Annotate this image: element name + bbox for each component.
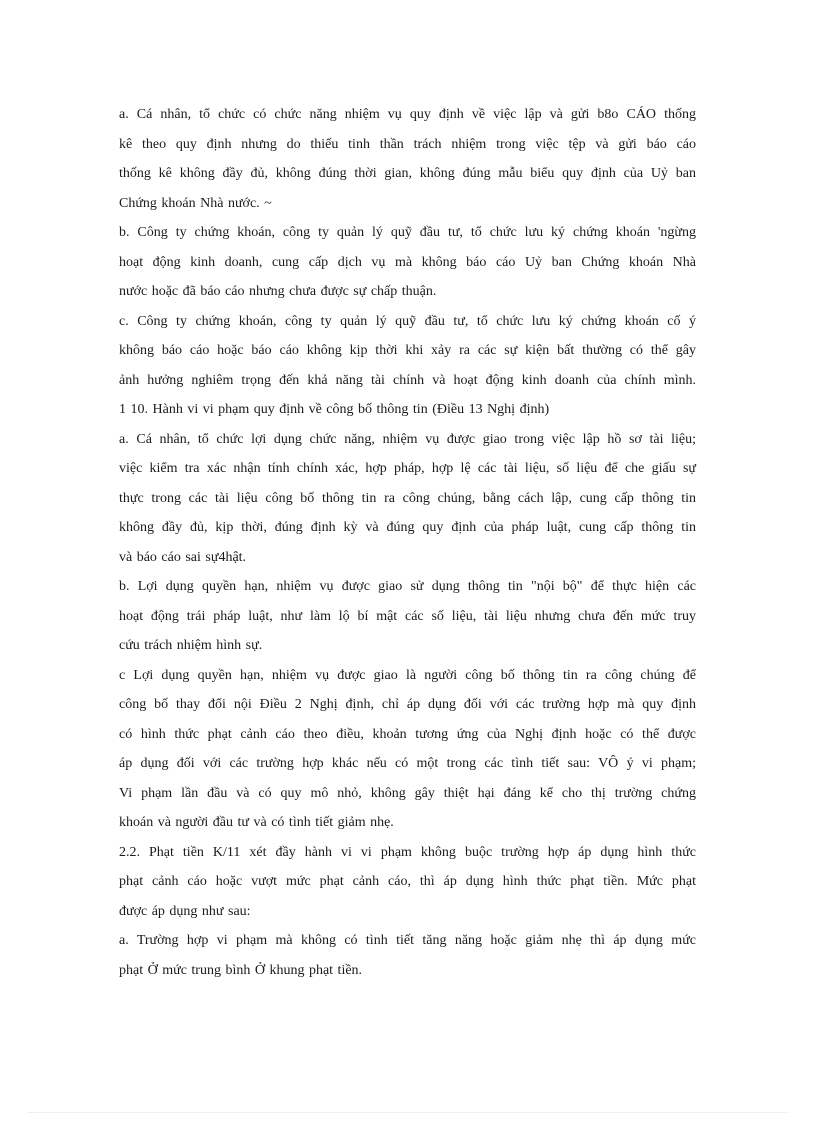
text-line: nước hoặc đã báo cáo nhưng chưa được sự chấp thuận. [119, 284, 437, 299]
text-line: c Lợi dụng quyền hạn, nhiệm vụ được giao là người công bố thông tin ra công chúng để [119, 667, 696, 683]
section-heading: 1 10. Hành vi vi phạm quy định về công bố thông tin (Điều 13 Nghị định) [119, 402, 550, 417]
text-line: a. Trường hợp vi phạm mà không có tình tiết tăng năng hoặc giảm nhẹ thì áp dụng mức [119, 933, 696, 948]
text-line: a. Cá nhân, tổ chức lợi dụng chức năng, nhiệm vụ được giao trong việc lập hồ sơ tài liệu; [119, 431, 696, 447]
text-line: thống kê không đầy đủ, không đúng thời gian, không đúng mẫu biểu quy định của Uỷ ban [119, 166, 696, 181]
text-line: khoán và người đầu tư và có tình tiết giảm nhẹ. [119, 815, 394, 830]
text-line: Vi phạm lần đầu và có quy mô nhỏ, không gây thiệt hại đáng kể cho thị trường chứng [119, 785, 696, 801]
body-text [119, 100, 696, 985]
text-line: kê theo quy định nhưng do thiếu tinh thần trách nhiệm trong việc tệp và gửi báo cáo [119, 136, 696, 152]
text-line: b. Lợi dụng quyền hạn, nhiệm vụ được giao sử dụng thông tin "nội bộ" để thực hiện các [119, 579, 696, 594]
text-line: c. Công ty chứng khoán, công ty quản lý quỹ đầu tư, tổ chức lưu ký chứng khoán cố ý [119, 313, 696, 329]
text-line: cứu trách nhiệm hình sự. [119, 638, 263, 653]
page-bottom-rule [28, 1112, 788, 1113]
text-line: có hình thức phạt cảnh cáo theo điều, khoản tương ứng của Nghị định hoặc có thể được [119, 726, 696, 742]
text-line: hoạt động trái pháp luật, như làm lộ bí mật các số liệu, tài liệu nhưng chưa đến mức truy [119, 608, 696, 624]
text-line: hoạt động kinh doanh, cung cấp dịch vụ mà không báo cáo Uỷ ban Chứng khoán Nhà [119, 254, 696, 270]
text-line: ảnh hưởng nghiêm trọng đến khả năng tài chính và hoạt động kinh doanh của chính mình. [119, 372, 696, 388]
text-line: phạt cảnh cáo hoặc vượt mức phạt cảnh cáo, thì áp dụng hình thức phạt tiền. Mức phạt [119, 874, 696, 889]
text-line: 2.2. Phạt tiền K/11 xét đầy hành vi vi phạm không buộc trường hợp áp dụng hình thức [119, 844, 696, 860]
text-line: áp dụng đối với các trường hợp khác nếu có một trong các tình tiết sau: VÔ ý vi phạm; [119, 756, 696, 771]
text-line: và báo cáo sai sự4hật. [119, 549, 247, 565]
text-line: thực trong các tài liệu công bố thông tin ra công chúng, bằng cách lập, cung cấp thông tin [119, 490, 696, 506]
text-line: a. Cá nhân, tổ chức có chức năng nhiệm vụ quy định về việc lập và gửi b8o CÁO thống [119, 107, 696, 122]
text-line: Chứng khoán Nhà nước. ~ [119, 195, 272, 211]
text-line: không đầy đủ, kịp thời, đúng định kỳ và đúng quy định của pháp luật, cung cấp thông tin [119, 520, 696, 535]
text-line: công bố thay đổi nội Điều 2 Nghị định, chỉ áp dụng đối với các trường hợp mà quy định [119, 697, 696, 712]
text-line: việc kiểm tra xác nhận tính chính xác, hợp pháp, hợp lệ các tài liệu, số liệu để che giấu sự [119, 461, 696, 476]
text-line: được áp dụng như sau: [119, 903, 251, 919]
text-line: phạt Ở mức trung bình Ở khung phạt tiền. [119, 962, 363, 978]
text-line: b. Công ty chứng khoán, công ty quản lý quỹ đầu tư, tổ chức lưu ký chứng khoán 'ngừng [119, 225, 696, 240]
text-line: không báo cáo hoặc báo cáo không kịp thời khi xảy ra các sự kiện bất thường có thể gây [119, 343, 696, 358]
